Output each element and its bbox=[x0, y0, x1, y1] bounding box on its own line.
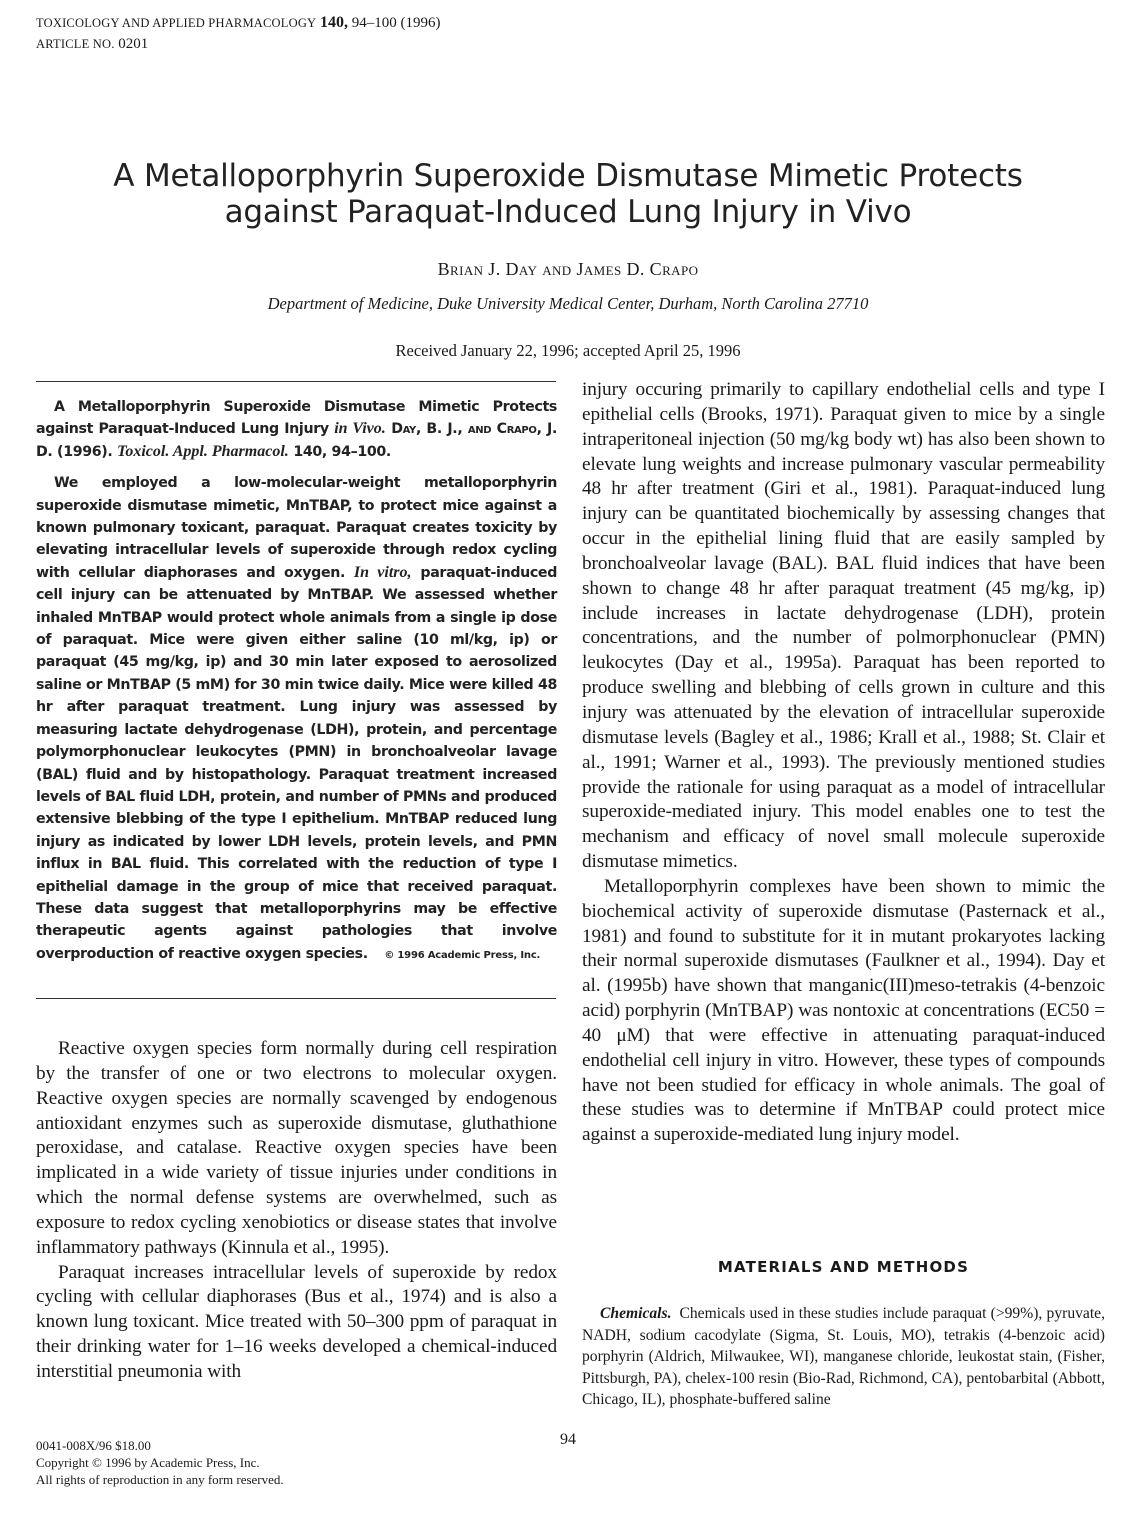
authors bbox=[0, 259, 1136, 280]
title-line-1: A Metalloporphyrin Superoxide Dismutase Mimetic Protects bbox=[113, 158, 1023, 194]
affiliation: Department of Medicine, Duke University Medical Center, Durham, North Carolina 27710 bbox=[267, 294, 869, 313]
left-column-body bbox=[36, 1037, 557, 1385]
methods-chemicals-paragraph bbox=[582, 1303, 1105, 1411]
journal-pages: 94–100 (1996) bbox=[351, 15, 441, 31]
abstract-in-vitro: In vitro, bbox=[353, 563, 412, 581]
abstract-text-2: paraquat-induced cell injury can be attenuated by MnTBAP. We assessed whether inhaled MnTBAP would protect whole animals from a single ip dose of paraquat. Mice were given either saline (10 ml/kg, ip) or paraquat (45 mg/kg, ip) and 30 min later exposed to aerosolized saline or MnTBAP (5 mM) for 30 min twice daily. Mice were killed 48 hr after paraquat treatment. Lung injury was assessed by measuring lactate dehydrogenase (LDH), protein, and percentage polymorphonuclear leukocytes (PMN) in bronchoalveolar lavage (BAL) fluid and by histopathology. Paraquat treatment increased levels of BAL fluid LDH, protein, and number of PMNs and produced extensive blebbing of the type I epithelium. MnTBAP reduced lung injury as indicated by lower LDH levels, protein levels, and PMN influx in BAL fluid. This correlated with the reduction of type I epithelial damage in the group of mice that received paraquat. These data suggest that metalloporphyrins may be effective therapeutic agents against pathologies that involve overproduction of reactive oxygen species. bbox=[36, 564, 558, 962]
article-number-line bbox=[36, 34, 441, 55]
intro-paragraph-3: injury occuring primarily to capillary endothelial cells and type I epithelial cells (Brooks, 1971). Paraquat given to mice by a single intraperitoneal injection (50 mg/kg body wt) has also been shown to elevate lung weights and increase pulmonary vascular permeability 48 hr after treatment (Giri et al., 1981). Paraquat-induced lung injury can be quantitated biochemically by assessing changes that occur in the epithelial lining fluid that are easily sampled by bronchoalveolar lavage (BAL). BAL fluid indices that have been shown to change 48 hr after paraquat treatment (45 mg/kg, ip) include increases in lactate dehydrogenase (LDH), protein concentrations, and the number of polmorphonuclear (PMN) leukocytes (Day et al., 1995a). Paraquat has been reported to produce swelling and blebbing of cells grown in culture and this injury was attenuated by the elevation of intracellular superoxide dismutase levels (Bagley et al., 1986; Krall et al., 1988; St. Clair et al., 1991; Warner et al., 1993). The previously mentioned studies provide the rationale for using paraquat as a model of intracellular superoxide-mediated injury. This model enables one to test the mechanism and efficacy of novel small molecule superoxide dismutase mimetics. bbox=[582, 379, 1105, 873]
abstract-citation-title: A Metalloporphyrin Superoxide Dismutase Mimetic Protects against Paraquat-Induced Lung Injury bbox=[36, 399, 557, 438]
author-names: Brian J. Day and James D. Crapo bbox=[437, 259, 699, 279]
abstract bbox=[36, 396, 557, 967]
abstract-citation-in-vivo: in Vivo. bbox=[334, 420, 386, 438]
article-number-label: ARTICLE NO. bbox=[36, 37, 115, 51]
footer-rights: All rights of reproduction in any form reserved. bbox=[36, 1472, 284, 1487]
title-line-2: against Paraquat-Induced Lung Injury in Vivo bbox=[224, 194, 912, 230]
abstract-top-rule bbox=[36, 381, 556, 382]
abstract-copyright: © 1996 Academic Press, Inc. bbox=[384, 949, 541, 961]
copyright-footer bbox=[36, 1437, 284, 1488]
journal-volume: 140, bbox=[320, 14, 349, 31]
footer-issn-price: 0041-008X/96 $18.00 bbox=[36, 1438, 151, 1453]
received-dates: Received January 22, 1996; accepted April 25, 1996 bbox=[395, 341, 741, 360]
abstract-bottom-rule bbox=[36, 998, 556, 999]
abstract-citation bbox=[36, 396, 557, 463]
abstract-citation-vol-pages: 140, 94–100. bbox=[293, 443, 391, 460]
abstract-body bbox=[36, 472, 557, 967]
intro-paragraph-1: Reactive oxygen species form normally during cell respiration by the transfer of one or two electrons to molecular oxygen. Reactive oxygen species are normally scavenged by endogenous antioxidant enzymes such as superoxide dismutase, gluthathione peroxidase, and catalase. Reactive oxygen species have been implicated in a wide variety of tissue injuries under conditions in which the normal defense systems are overwhelmed, such as exposure to redox cycling xenobiotics or disease states that involve inflammatory pathways (Kinnula et al., 1995). bbox=[36, 1038, 557, 1258]
right-column-body bbox=[582, 378, 1105, 1148]
article-title bbox=[60, 158, 1076, 230]
journal-name: TOXICOLOGY AND APPLIED PHARMACOLOGY bbox=[36, 16, 317, 30]
intro-paragraph-4: Metalloporphyrin complexes have been shown to mimic the biochemical activity of superoxide dismutase (Pasternack et al., 1981) and found to substitute for it in mutant prokaryotes lacking their normal superoxide dismutases (Faulkner et al., 1994). Day et al. (1995b) have shown that manganic(III)meso-tetrakis (4-benzoic acid) porphyrin (MnTBAP) was nontoxic at concentrations (EC50 = 40 μM) that were effective in attenuating paraquat-induced endothelial cell injury in vitro. However, these types of compounds have not been studied for efficacy in whole animals. The goal of these studies was to determine if MnTBAP could protect mice against a superoxide-mediated lung injury model. bbox=[582, 875, 1105, 1146]
methods-chemicals-text: Chemicals used in these studies include paraquat (>99%), pyruvate, NADH, sodium cacodylate (Sigma, St. Louis, MO), tetrakis (4-benzoic acid) porphyrin (Aldrich, Milwaukee, WI), manganese chloride, leukostat stain, (Fisher, Pittsburgh, PA), chelex-100 resin (Bio-Rad, Richmond, CA), pentobarbital (Abbott, Chicago, IL), phosphate-buffered saline bbox=[582, 1305, 1105, 1409]
footer-copyright: Copyright © 1996 by Academic Press, Inc. bbox=[36, 1455, 260, 1470]
section-heading-materials-methods: MATERIALS AND METHODS bbox=[717, 1258, 970, 1276]
abstract-text-1: We employed a low-molecular-weight metalloporphyrin superoxide dismutase mimetic, MnTBAP, to protect mice against a known pulmonary toxicant, paraquat. Paraquat creates toxicity by elevating intracellular levels of superoxide through redox cycling with cellular diaphorases and oxygen. bbox=[36, 475, 557, 581]
journal-citation-line bbox=[36, 12, 441, 34]
abstract-citation-authors: Day, B. J., and Crapo, J. D. (1996). bbox=[36, 421, 558, 460]
methods-chemicals-lead: Chemicals. bbox=[600, 1305, 672, 1322]
page-number: 94 bbox=[560, 1431, 576, 1448]
abstract-citation-journal: Toxicol. Appl. Pharmacol. bbox=[117, 442, 289, 460]
running-header bbox=[36, 12, 441, 55]
intro-paragraph-2: Paraquat increases intracellular levels of superoxide by redox cycling with cellular diaphorases (Bus et al., 1974) and is also a known lung toxicant. Mice treated with 50–300 ppm of paraquat in their drinking water for 1–16 weeks developed a chemical-induced interstitial pneumonia with bbox=[36, 1261, 557, 1382]
article-number: 0201 bbox=[118, 36, 149, 52]
